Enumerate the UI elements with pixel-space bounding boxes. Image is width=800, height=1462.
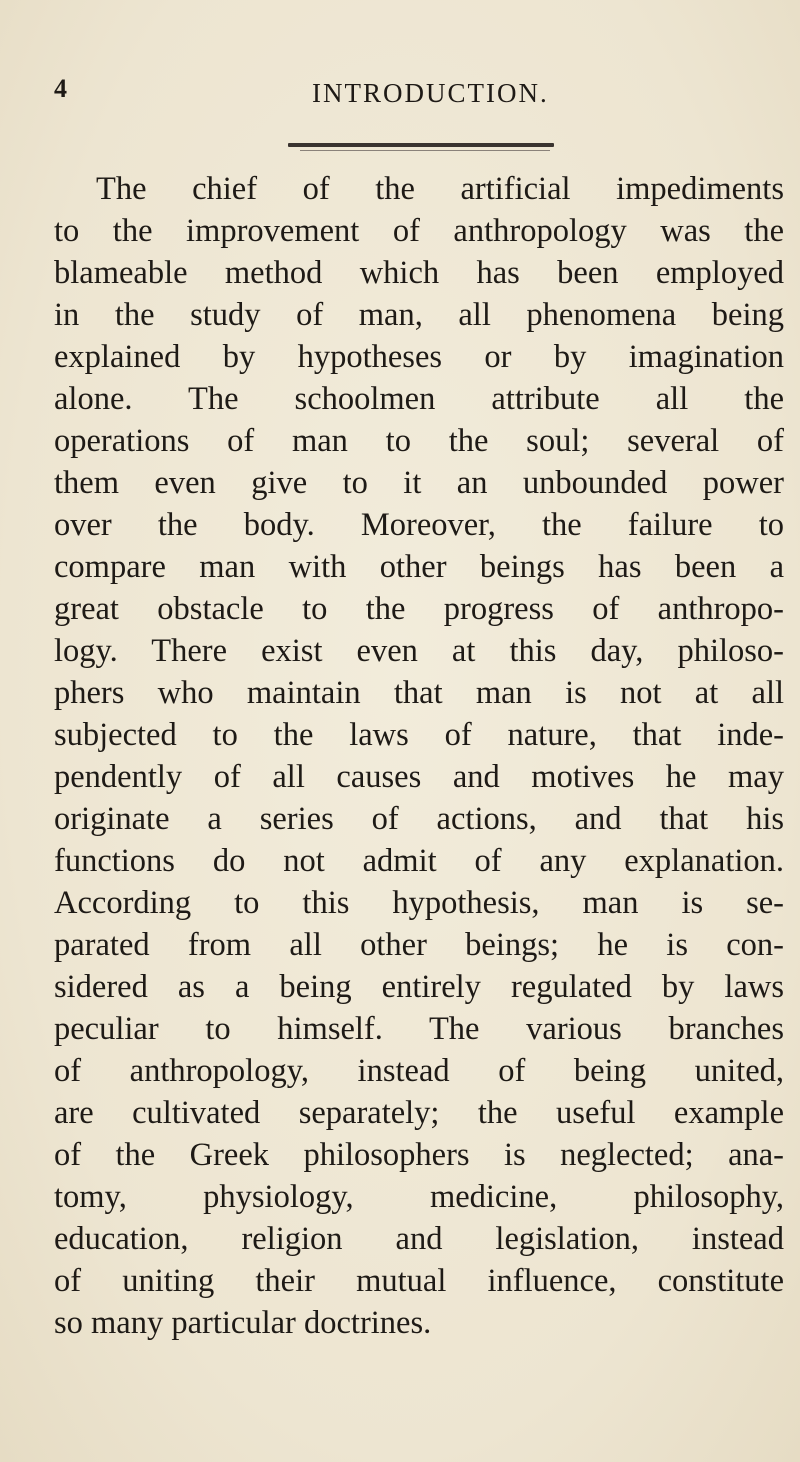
text-line: logy. There exist even at this day, philoso- [54,633,784,669]
text-line: over the body. Moreover, the failure to [54,507,784,543]
text-line: of the Greek philosophers is neglected; ana- [54,1137,784,1173]
text-line: education, religion and legislation, instead [54,1221,784,1257]
text-line: pendently of all causes and motives he may [54,759,784,795]
header-rule [288,143,554,147]
text-line: compare man with other beings has been a [54,549,784,585]
text-line: phers who maintain that man is not at all [54,675,784,711]
text-line: great obstacle to the progress of anthropo- [54,591,784,627]
text-line: them even give to it an unbounded power [54,465,784,501]
text-line: operations of man to the soul; several of [54,423,784,459]
text-line: alone. The schoolmen attribute all the [54,381,784,417]
text-line: subjected to the laws of nature, that inde- [54,717,784,753]
text-line: are cultivated separately; the useful example [54,1095,784,1131]
text-line: functions do not admit of any explanation. [54,843,784,879]
text-line: tomy, physiology, medicine, philosophy, [54,1179,784,1215]
page-number: 4 [54,74,67,103]
text-line: peculiar to himself. The various branches [54,1011,784,1047]
text-line: blameable method which has been employed [54,255,784,291]
text-line: explained by hypotheses or by imagination [54,339,784,375]
text-line: so many particular doctrines. [54,1305,432,1341]
running-head: INTRODUCTION. [312,78,549,108]
header-rule-thin [300,150,550,151]
body-paragraph [54,168,784,1344]
text-line: to the improvement of anthropology was the [54,213,784,249]
text-line: of anthropology, instead of being united, [54,1053,784,1089]
text-line: in the study of man, all phenomena being [54,297,784,333]
text-line: sidered as a being entirely regulated by laws [54,969,784,1005]
text-line: parated from all other beings; he is con- [54,927,784,963]
text-line: of uniting their mutual influence, constitute [54,1263,784,1299]
text-line: The chief of the artificial impediments [96,171,784,207]
text-line: According to this hypothesis, man is se- [54,885,784,921]
text-line: originate a series of actions, and that his [54,801,784,837]
